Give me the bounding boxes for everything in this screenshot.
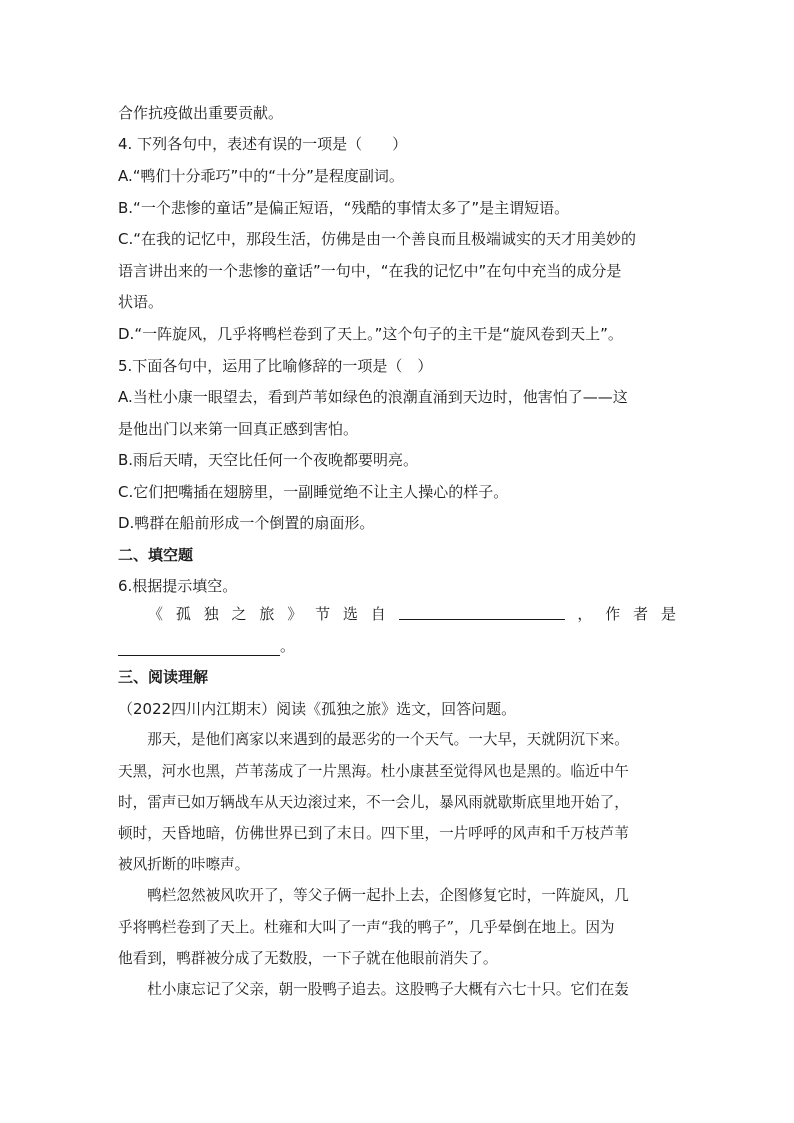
q6-char: 《 bbox=[148, 605, 164, 623]
passage-line: 那天，是他们离家以来遇到的最恶劣的一个天气。一大早，天就阴沉下来。 bbox=[118, 731, 629, 748]
q5-stem: 5.下面各句中，运用了比喻修辞的一项是（ ） bbox=[118, 357, 433, 375]
passage-line: 天黑，河水也黑，芦苇荡成了一片黑海。杜小康甚至觉得风也是黑的。临近中午 bbox=[118, 763, 629, 780]
q6-end: 。 bbox=[280, 637, 296, 655]
passage-line: 时，雷声已如万辆战车从天边滚过来，不一会儿，暴风雨就歇斯底里地开始了， bbox=[118, 794, 629, 811]
q6-char: 孤 bbox=[175, 605, 191, 623]
q6-char: 选 bbox=[342, 605, 358, 623]
q6-author-char: 是 bbox=[660, 605, 676, 623]
q4-option-b: B.“一个悲惨的童话”是偏正短语，“残酷的事情太多了”是主谓短语。 bbox=[118, 199, 570, 217]
section-fill-blank-title: 二、填空题 bbox=[118, 546, 194, 564]
q4-option-c-line3: 状语。 bbox=[118, 293, 164, 311]
passage-line: 顿时，天昏地暗，仿佛世界已到了末日。四下里，一片呼呼的风声和千万枝芦苇 bbox=[118, 825, 629, 842]
q4-stem: 4. 下列各句中，表述有误的一项是（ ） bbox=[118, 135, 408, 153]
q6-comma: ， bbox=[577, 605, 593, 623]
q6-author-char: 作 bbox=[605, 605, 621, 623]
passage-line: 乎将鸭栏卷到了天上。杜雍和大叫了一声“我的鸭子”，几乎晕倒在地上。因为 bbox=[118, 919, 615, 936]
q6-char: 节 bbox=[315, 605, 331, 623]
passage-line: 被风折断的咔嚓声。 bbox=[118, 856, 250, 873]
passage-line: 鸭栏忽然被风吹开了，等父子俩一起扑上去，企图修复它时，一阵旋风，几 bbox=[118, 887, 629, 904]
q5-option-c: C.它们把嘴插在翅膀里，一副睡觉绝不让主人操心的样子。 bbox=[118, 483, 509, 501]
author-answer-blank[interactable] bbox=[118, 639, 280, 656]
q6-char: 独 bbox=[203, 605, 219, 623]
q6-blank-row bbox=[148, 603, 676, 624]
q4-option-c-line1: C.“在我的记忆中，那段生活，仿佛是由一个善良而且极端诚实的天才用美妙的 bbox=[118, 230, 637, 248]
section-reading-title: 三、阅读理解 bbox=[118, 668, 209, 686]
q6-char: 》 bbox=[287, 605, 303, 623]
q5-option-b: B.雨后天晴，天空比任何一个夜晚都要明亮。 bbox=[118, 451, 419, 469]
q6-author-line bbox=[118, 636, 295, 656]
q6-char: 自 bbox=[370, 605, 386, 623]
q4-option-d: D.“一阵旋风，几乎将鸭栏卷到了天上。”这个句子的主干是“旋风卷到天上”。 bbox=[118, 325, 623, 343]
intro-tail: 合作抗疫做出重要贡献。 bbox=[118, 104, 284, 122]
reading-source: （2022四川内江期末）阅读《孤独之旅》选文，回答问题。 bbox=[118, 700, 517, 718]
q5-option-a-line1: A.当杜小康一眼望去，看到芦苇如绿色的浪潮直涌到天边时，他害怕了——这 bbox=[118, 388, 628, 406]
q5-option-d: D.鸭群在船前形成一个倒置的扇面形。 bbox=[118, 514, 375, 532]
q6-stem: 6.根据提示填空。 bbox=[118, 577, 238, 595]
q4-option-a: A.“鸭们十分乖巧”中的“十分”是程度副词。 bbox=[118, 167, 404, 185]
q5-option-a-line2: 是他出门以来第一回真正感到害怕。 bbox=[118, 420, 359, 438]
q6-char: 之 bbox=[231, 605, 247, 623]
passage-line: 杜小康忘记了父亲，朝一股鸭子追去。这股鸭子大概有六七十只。它们在轰 bbox=[118, 981, 629, 998]
q4-option-c-line2: 语言讲出来的一个悲惨的童话”一句中，“在我的记忆中”在句中充当的成分是 bbox=[118, 262, 622, 280]
q6-author-char: 者 bbox=[633, 605, 649, 623]
source-answer-blank[interactable] bbox=[399, 603, 565, 620]
q6-char: 旅 bbox=[259, 605, 275, 623]
passage-line: 他看到，鸭群被分成了无数股，一下子就在他眼前消失了。 bbox=[118, 950, 498, 967]
